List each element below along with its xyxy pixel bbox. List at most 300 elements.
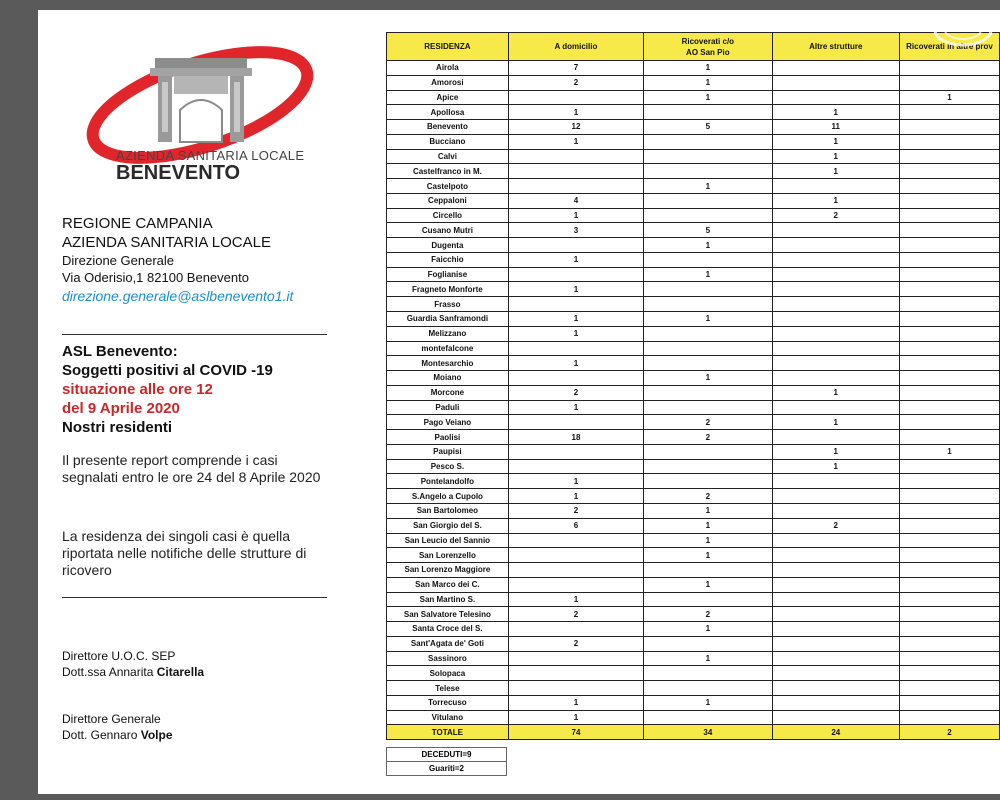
row-value xyxy=(900,341,1000,356)
sep-role: Direttore U.O.C. SEP xyxy=(62,649,176,663)
row-residence: San Lorenzello xyxy=(387,548,509,563)
table-row xyxy=(387,636,1000,651)
row-value xyxy=(508,533,643,548)
row-residence: Castelpoto xyxy=(387,179,509,194)
report-note-1: Il presente report comprende i casi segnalati entro le ore 24 del 8 Aprile 2020 xyxy=(62,452,321,485)
signature-dg xyxy=(62,711,173,743)
row-residence: Guardia Sanframondi xyxy=(387,312,509,327)
row-value: 1 xyxy=(644,651,772,666)
row-value xyxy=(772,548,900,563)
row-value: 1 xyxy=(508,326,643,341)
table-row xyxy=(387,681,1000,696)
row-residence: Moiano xyxy=(387,371,509,386)
row-value xyxy=(772,223,900,238)
table-row xyxy=(387,710,1000,725)
row-value: 1 xyxy=(772,385,900,400)
row-value: 1 xyxy=(644,533,772,548)
row-value xyxy=(644,297,772,312)
row-value: 1 xyxy=(508,105,643,120)
row-value: 1 xyxy=(644,61,772,76)
row-residence: San Martino S. xyxy=(387,592,509,607)
row-value xyxy=(644,681,772,696)
header-residenza: RESIDENZA xyxy=(387,33,509,61)
address: Via Oderisio,1 82100 Benevento xyxy=(62,270,249,285)
header-domicilio: A domicilio xyxy=(508,33,643,61)
row-value xyxy=(644,563,772,578)
row-value xyxy=(772,238,900,253)
table-row xyxy=(387,622,1000,637)
row-value: 2 xyxy=(644,489,772,504)
row-value xyxy=(644,164,772,179)
row-value xyxy=(644,105,772,120)
row-value xyxy=(772,474,900,489)
logo-city: BENEVENTO xyxy=(116,162,241,184)
row-value xyxy=(644,356,772,371)
row-residence: S.Angelo a Cupolo xyxy=(387,489,509,504)
channel-logo-watermark xyxy=(932,12,994,48)
row-value xyxy=(772,75,900,90)
row-value xyxy=(900,149,1000,164)
row-value: 2 xyxy=(644,607,772,622)
row-residence: Benevento xyxy=(387,120,509,135)
total-row xyxy=(387,725,1000,740)
table-row xyxy=(387,577,1000,592)
row-value xyxy=(508,666,643,681)
row-value xyxy=(900,75,1000,90)
report-date: del 9 Aprile 2020 xyxy=(62,400,180,417)
row-value xyxy=(900,208,1000,223)
row-value xyxy=(900,607,1000,622)
table-row xyxy=(387,474,1000,489)
row-value xyxy=(900,710,1000,725)
row-value xyxy=(644,666,772,681)
row-value xyxy=(772,592,900,607)
row-value: 1 xyxy=(772,444,900,459)
sep-name-line xyxy=(62,664,204,680)
row-residence: Foglianise xyxy=(387,267,509,282)
row-value xyxy=(900,61,1000,76)
row-residence: Amorosi xyxy=(387,75,509,90)
row-value: 1 xyxy=(644,577,772,592)
agency-name: AZIENDA SANITARIA LOCALE xyxy=(62,234,271,251)
row-value xyxy=(772,533,900,548)
row-value xyxy=(900,592,1000,607)
table-row xyxy=(387,179,1000,194)
row-value xyxy=(508,681,643,696)
row-value: 5 xyxy=(644,120,772,135)
row-value xyxy=(508,577,643,592)
row-value: 2 xyxy=(772,518,900,533)
row-value xyxy=(772,179,900,194)
row-residence: Sant'Agata de' Goti xyxy=(387,636,509,651)
row-value: 18 xyxy=(508,430,643,445)
table-row xyxy=(387,563,1000,578)
row-value xyxy=(772,489,900,504)
table-row xyxy=(387,297,1000,312)
row-value xyxy=(900,695,1000,710)
row-value xyxy=(900,651,1000,666)
table-row xyxy=(387,400,1000,415)
row-residence: Pago Veiano xyxy=(387,415,509,430)
row-residence: Apice xyxy=(387,90,509,105)
row-value: 2 xyxy=(644,430,772,445)
row-value xyxy=(644,341,772,356)
row-value xyxy=(508,548,643,563)
left-column xyxy=(38,10,358,794)
report-subject: Soggetti positivi al COVID -19 xyxy=(62,362,273,379)
row-value xyxy=(772,267,900,282)
row-value: 1 xyxy=(644,179,772,194)
row-residence: Sassinoro xyxy=(387,651,509,666)
row-value xyxy=(900,164,1000,179)
table-row xyxy=(387,193,1000,208)
row-value xyxy=(508,444,643,459)
table-row xyxy=(387,607,1000,622)
row-value xyxy=(772,636,900,651)
row-value xyxy=(900,385,1000,400)
row-value xyxy=(900,134,1000,149)
row-value xyxy=(900,120,1000,135)
row-value: 2 xyxy=(508,503,643,518)
row-residence: San Salvatore Telesino xyxy=(387,607,509,622)
row-value xyxy=(900,267,1000,282)
row-value xyxy=(644,252,772,267)
row-value: 2 xyxy=(508,385,643,400)
row-value: 2 xyxy=(508,607,643,622)
header-ao-san-pio: Ricoverati c/o AO San Pio xyxy=(644,33,772,61)
row-value: 1 xyxy=(772,459,900,474)
table-row xyxy=(387,134,1000,149)
row-residence: Paolisi xyxy=(387,430,509,445)
row-value: 1 xyxy=(772,164,900,179)
row-value xyxy=(508,149,643,164)
total-value: 74 xyxy=(508,725,643,740)
row-value xyxy=(900,666,1000,681)
row-value: 12 xyxy=(508,120,643,135)
table-row xyxy=(387,548,1000,563)
row-value: 1 xyxy=(644,75,772,90)
table-row xyxy=(387,503,1000,518)
row-value xyxy=(900,430,1000,445)
table-row xyxy=(387,326,1000,341)
header-block xyxy=(62,214,293,306)
row-value: 7 xyxy=(508,61,643,76)
row-value xyxy=(900,474,1000,489)
row-value xyxy=(644,592,772,607)
row-residence: Torrecuso xyxy=(387,695,509,710)
row-value xyxy=(644,208,772,223)
row-value xyxy=(508,164,643,179)
row-value xyxy=(900,489,1000,504)
dg-name-line xyxy=(62,727,173,743)
row-residence: San Lorenzo Maggiore xyxy=(387,563,509,578)
row-value xyxy=(900,326,1000,341)
row-value xyxy=(900,400,1000,415)
row-value: 11 xyxy=(772,120,900,135)
row-value xyxy=(772,61,900,76)
row-value xyxy=(772,651,900,666)
row-value: 1 xyxy=(772,415,900,430)
table-row xyxy=(387,489,1000,504)
row-value xyxy=(508,415,643,430)
row-value: 1 xyxy=(644,503,772,518)
row-value: 1 xyxy=(508,134,643,149)
row-value: 1 xyxy=(644,695,772,710)
row-value xyxy=(900,105,1000,120)
row-value xyxy=(772,90,900,105)
row-value xyxy=(508,238,643,253)
sep-name: Citarella xyxy=(156,665,205,679)
row-value xyxy=(508,371,643,386)
row-value xyxy=(772,607,900,622)
row-value xyxy=(772,297,900,312)
row-residence: San Leucio del Sannio xyxy=(387,533,509,548)
row-value: 2 xyxy=(508,75,643,90)
row-value: 1 xyxy=(644,312,772,327)
row-value xyxy=(772,503,900,518)
row-value: 1 xyxy=(508,252,643,267)
row-value: 3 xyxy=(508,223,643,238)
row-value xyxy=(772,563,900,578)
row-value xyxy=(772,371,900,386)
row-value xyxy=(508,267,643,282)
row-residence: Vitulano xyxy=(387,710,509,725)
row-residence: Dugenta xyxy=(387,238,509,253)
table-row xyxy=(387,120,1000,135)
row-residence: Bucciano xyxy=(387,134,509,149)
table-body xyxy=(387,61,1000,740)
row-value: 1 xyxy=(508,356,643,371)
row-value xyxy=(772,430,900,445)
row-value xyxy=(644,149,772,164)
row-value xyxy=(900,282,1000,297)
row-value: 1 xyxy=(508,592,643,607)
row-residence: Airola xyxy=(387,61,509,76)
divider xyxy=(62,334,327,335)
row-value xyxy=(644,326,772,341)
row-value xyxy=(644,459,772,474)
table-row xyxy=(387,252,1000,267)
row-residence: San Bartolomeo xyxy=(387,503,509,518)
row-value xyxy=(900,223,1000,238)
row-residence: Paupisi xyxy=(387,444,509,459)
table-row xyxy=(387,444,1000,459)
row-residence: Apollosa xyxy=(387,105,509,120)
report-title: ASL Benevento: xyxy=(62,343,178,360)
row-value xyxy=(644,444,772,459)
total-value: 2 xyxy=(900,725,1000,740)
table-row xyxy=(387,238,1000,253)
report-note-2: La residenza dei singoli casi è quella riportata nelle notifiche delle strutture di ricovero xyxy=(62,528,307,578)
row-value xyxy=(644,385,772,400)
row-residence: Solopaca xyxy=(387,666,509,681)
row-value: 1 xyxy=(508,474,643,489)
table-row xyxy=(387,312,1000,327)
table-row xyxy=(387,105,1000,120)
row-value xyxy=(772,312,900,327)
total-value: 24 xyxy=(772,725,900,740)
row-value: 1 xyxy=(772,149,900,164)
row-value xyxy=(900,371,1000,386)
table-row xyxy=(387,75,1000,90)
row-value: 1 xyxy=(508,489,643,504)
row-value xyxy=(508,651,643,666)
row-value: 1 xyxy=(508,282,643,297)
row-residence: Pesco S. xyxy=(387,459,509,474)
table-row xyxy=(387,651,1000,666)
row-value xyxy=(508,459,643,474)
row-value: 1 xyxy=(772,105,900,120)
signature-sep xyxy=(62,648,204,680)
row-value: 1 xyxy=(508,312,643,327)
row-residence: Pontelandolfo xyxy=(387,474,509,489)
row-residence: Fragneto Monforte xyxy=(387,282,509,297)
region-name: REGIONE CAMPANIA xyxy=(62,215,213,232)
table-header-row xyxy=(387,33,1000,61)
row-value xyxy=(508,563,643,578)
row-value xyxy=(900,415,1000,430)
table-row xyxy=(387,282,1000,297)
row-value xyxy=(772,666,900,681)
table-row xyxy=(387,61,1000,76)
report-title-block xyxy=(62,342,273,437)
table-row xyxy=(387,415,1000,430)
row-value xyxy=(900,563,1000,578)
header-altre-prov: Ricoverati in altre prov xyxy=(900,33,1000,61)
row-value xyxy=(644,282,772,297)
table-row xyxy=(387,695,1000,710)
row-residence: San Giorgio del S. xyxy=(387,518,509,533)
dg-name: Volpe xyxy=(140,728,173,742)
row-value xyxy=(900,356,1000,371)
row-value xyxy=(900,577,1000,592)
sep-name-prefix: Dott.ssa Annarita xyxy=(62,665,157,679)
row-value xyxy=(900,459,1000,474)
row-value xyxy=(644,134,772,149)
table-row xyxy=(387,430,1000,445)
row-value xyxy=(772,695,900,710)
table-row xyxy=(387,341,1000,356)
row-value: 1 xyxy=(508,710,643,725)
row-value xyxy=(772,577,900,592)
row-value xyxy=(772,400,900,415)
row-residence: Frasso xyxy=(387,297,509,312)
row-value xyxy=(900,548,1000,563)
summary-box xyxy=(386,747,507,776)
row-residence: San Marco dei C. xyxy=(387,577,509,592)
row-value: 1 xyxy=(644,267,772,282)
row-residence: Circello xyxy=(387,208,509,223)
row-value xyxy=(900,297,1000,312)
report-time: situazione alle ore 12 xyxy=(62,381,213,398)
row-value xyxy=(644,474,772,489)
table-row xyxy=(387,518,1000,533)
report-residents: Nostri residenti xyxy=(62,419,173,436)
divider xyxy=(62,597,327,598)
row-value: 1 xyxy=(644,548,772,563)
row-value xyxy=(900,503,1000,518)
row-value xyxy=(772,681,900,696)
total-label: TOTALE xyxy=(387,725,509,740)
row-value xyxy=(508,341,643,356)
table-row xyxy=(387,164,1000,179)
header-altre-strutture: Altre strutture xyxy=(772,33,900,61)
row-value xyxy=(772,356,900,371)
total-value: 34 xyxy=(644,725,772,740)
row-residence: Montesarchio xyxy=(387,356,509,371)
row-residence: Melizzano xyxy=(387,326,509,341)
table-row xyxy=(387,208,1000,223)
table-row xyxy=(387,356,1000,371)
row-value xyxy=(900,518,1000,533)
row-residence: Cusano Mutri xyxy=(387,223,509,238)
dg-name-prefix: Dott. Gennaro xyxy=(62,728,141,742)
row-value xyxy=(900,252,1000,267)
table-row xyxy=(387,223,1000,238)
recovered-count: Guariti=2 xyxy=(387,762,507,776)
row-residence: Santa Croce del S. xyxy=(387,622,509,637)
row-value xyxy=(772,282,900,297)
dg-role: Direttore Generale xyxy=(62,712,161,726)
row-value: 1 xyxy=(644,371,772,386)
row-value xyxy=(900,622,1000,637)
row-value: 1 xyxy=(508,208,643,223)
row-value: 5 xyxy=(644,223,772,238)
row-value xyxy=(772,326,900,341)
row-value: 2 xyxy=(772,208,900,223)
row-value xyxy=(644,400,772,415)
table-row xyxy=(387,459,1000,474)
table-row xyxy=(387,267,1000,282)
document-page xyxy=(38,10,1000,794)
row-value: 2 xyxy=(508,636,643,651)
row-residence: Calvi xyxy=(387,149,509,164)
row-value: 6 xyxy=(508,518,643,533)
row-residence: Ceppaloni xyxy=(387,193,509,208)
table-row xyxy=(387,90,1000,105)
row-residence: Castelfranco in M. xyxy=(387,164,509,179)
table-row xyxy=(387,371,1000,386)
row-value xyxy=(900,193,1000,208)
residents-table xyxy=(386,32,1000,740)
row-value: 4 xyxy=(508,193,643,208)
row-value xyxy=(900,636,1000,651)
table-row xyxy=(387,149,1000,164)
row-residence: Telese xyxy=(387,681,509,696)
email-link[interactable]: direzione.generale@aslbenevento1.it xyxy=(62,288,294,304)
row-value: 1 xyxy=(644,622,772,637)
row-value xyxy=(508,179,643,194)
row-value xyxy=(508,90,643,105)
row-value xyxy=(900,179,1000,194)
row-residence: montefalcone xyxy=(387,341,509,356)
row-value xyxy=(772,622,900,637)
row-value: 1 xyxy=(644,238,772,253)
row-value xyxy=(644,636,772,651)
deceased-count: DECEDUTI=9 xyxy=(387,748,507,762)
row-value: 1 xyxy=(508,695,643,710)
table-row xyxy=(387,533,1000,548)
row-value xyxy=(772,710,900,725)
logo-caption: AZIENDA SANITARIA LOCALE xyxy=(116,148,305,163)
row-residence: Paduli xyxy=(387,400,509,415)
table-row xyxy=(387,592,1000,607)
row-value: 2 xyxy=(644,415,772,430)
row-value xyxy=(508,297,643,312)
row-value xyxy=(900,312,1000,327)
row-value xyxy=(644,193,772,208)
row-value xyxy=(772,252,900,267)
